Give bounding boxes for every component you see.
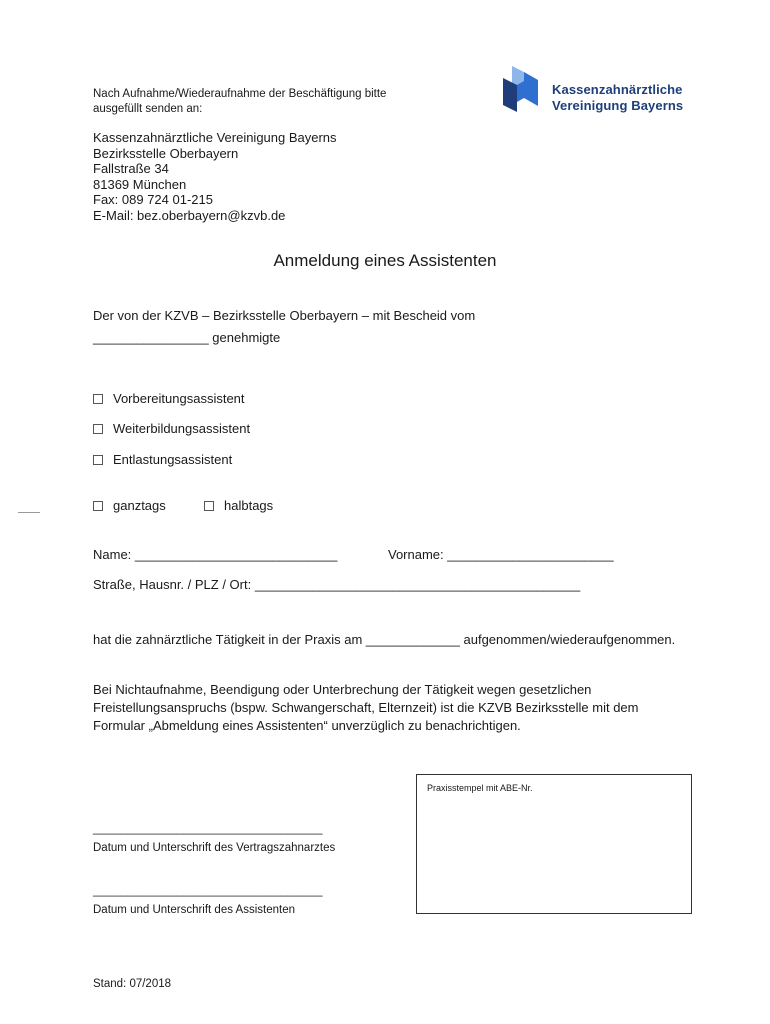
notice-line3: Formular „Abmeldung eines Assistenten“ unverzüglich zu benachrichtigen. [93, 718, 521, 733]
option-weiterbildung[interactable] [93, 421, 250, 437]
option-halbtags[interactable] [204, 498, 273, 514]
checkbox-ganztags[interactable] [93, 501, 103, 511]
signature-line-assistent[interactable]: _________________________________ [93, 883, 323, 897]
logo-line2: Vereinigung Bayerns [552, 98, 684, 113]
address-line4: 81369 München [93, 176, 187, 192]
notice-line2: Freistellungsanspruchs (bspw. Schwangerschaft, Elternzeit) ist die KZVB Bezirksstelle mit dem [93, 700, 639, 715]
send-note [93, 87, 386, 117]
send-note-line1: Nach Aufnahme/Wiederaufnahme der Beschäftigung bitte [93, 88, 387, 100]
stamp-box-label: Praxisstempel mit ABE-Nr. [427, 783, 533, 793]
notice-line1: Bei Nichtaufnahme, Beendigung oder Unterbrechung der Tätigkeit wegen gesetzlichen [93, 682, 592, 697]
intro-line2[interactable]: ________________ genehmigte [93, 330, 281, 345]
vorname-field[interactable]: Vorname: _______________________ [388, 547, 614, 562]
address-line2: Bezirksstelle Oberbayern [93, 145, 239, 161]
option-entlastung-label: Entlastungsassistent [113, 452, 233, 467]
stamp-box[interactable] [416, 774, 692, 914]
footer-stand: Stand: 07/2018 [93, 978, 172, 990]
address-email: E-Mail: bez.oberbayern@kzvb.de [93, 207, 286, 223]
send-note-line2: ausgefüllt senden an: [93, 103, 203, 115]
signature-label-zahnarzt: Datum und Unterschrift des Vertragszahnarztes [93, 842, 336, 854]
signature-line-zahnarzt[interactable]: _________________________________ [93, 821, 323, 835]
taetigkeit-statement[interactable]: hat die zahnärztliche Tätigkeit in der Praxis am _____________ aufgenommen/wiederaufgenommen. [93, 632, 676, 647]
option-vorbereitung-label: Vorbereitungsassistent [113, 391, 245, 406]
kzvb-logo [502, 64, 702, 116]
intro [93, 305, 475, 349]
notice [93, 681, 639, 735]
address-field[interactable]: Straße, Hausnr. / PLZ / Ort: _____________________________________________ [93, 577, 581, 592]
name-field[interactable]: Name: ____________________________ [93, 547, 338, 562]
option-halbtags-label: halbtags [224, 498, 274, 513]
checkbox-weiterbildung[interactable] [93, 424, 103, 434]
option-ganztags-label: ganztags [113, 498, 166, 513]
option-weiterbildung-label: Weiterbildungsassistent [113, 421, 251, 436]
signature-label-assistent: Datum und Unterschrift des Assistenten [93, 904, 295, 916]
checkbox-halbtags[interactable] [204, 501, 214, 511]
option-entlastung[interactable] [93, 452, 232, 468]
margin-mark [18, 512, 40, 513]
checkbox-vorbereitung[interactable] [93, 394, 103, 404]
kzvb-logo-icon [502, 64, 542, 114]
logo-line1: Kassenzahnärztliche [552, 82, 683, 97]
intro-line1: Der von der KZVB – Bezirksstelle Oberbayern – mit Bescheid vom [93, 308, 476, 323]
address-fax: Fax: 089 724 01-215 [93, 192, 213, 207]
option-ganztags[interactable] [93, 498, 166, 514]
option-vorbereitung[interactable] [93, 391, 245, 407]
address-line3: Fallstraße 34 [93, 161, 169, 176]
checkbox-entlastung[interactable] [93, 455, 103, 465]
page-title: Anmeldung eines Assistenten [273, 251, 497, 270]
address-block [93, 130, 337, 223]
address-line1: Kassenzahnärztliche Vereinigung Bayerns [93, 130, 337, 145]
